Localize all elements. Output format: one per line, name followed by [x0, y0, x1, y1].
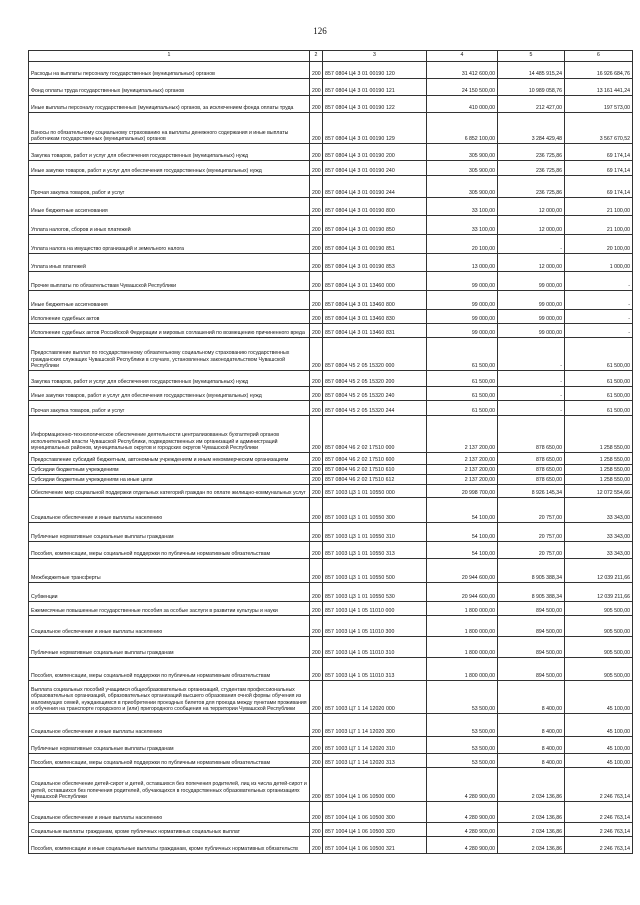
- row-c2-cell: 200: [310, 324, 323, 338]
- row-c2-cell: 200: [310, 235, 323, 254]
- row-c2-cell: 200: [310, 681, 323, 714]
- row-v6-cell: 69 174,14: [565, 144, 633, 161]
- row-c2-cell: 200: [310, 416, 323, 453]
- table-row: [29, 583, 633, 602]
- row-name-cell: Пособия, компенсации и иные социальные выплаты гражданам, кроме публичных нормативных обязательств: [29, 837, 310, 854]
- row-name-cell: Пособия, компенсации, меры социальной поддержки по публичным нормативным обязательствам: [29, 658, 310, 681]
- row-v4-cell: 1 800 000,00: [427, 616, 498, 637]
- row-v6-cell: 61 500,00: [565, 338, 633, 371]
- row-v5-cell: 2 034 136,86: [498, 823, 565, 837]
- row-c2-cell: 200: [310, 176, 323, 198]
- row-v5-cell: 8 400,00: [498, 714, 565, 737]
- row-name-cell: Предоставление субсидий бюджетным, автономным учреждениям и иным некоммерческим организациям: [29, 453, 310, 465]
- table-row: [29, 161, 633, 176]
- table-row: [29, 475, 633, 485]
- row-v5-cell: 894 500,00: [498, 616, 565, 637]
- row-v4-cell: 54 100,00: [427, 523, 498, 542]
- row-name-cell: Социальное обеспечение и иные выплаты населению: [29, 714, 310, 737]
- row-c2-cell: 200: [310, 272, 323, 291]
- row-code-cell: 857 0804 Ц4 3 01 13460 831: [323, 324, 427, 338]
- row-name-cell: Межбюджетные трансферты: [29, 559, 310, 583]
- row-v6-cell: 905 500,00: [565, 602, 633, 616]
- table-row: [29, 658, 633, 681]
- row-c2-cell: 200: [310, 602, 323, 616]
- row-v5-cell: 20 757,00: [498, 498, 565, 523]
- row-v4-cell: 53 500,00: [427, 714, 498, 737]
- row-v5-cell: 14 485 915,24: [498, 62, 565, 79]
- row-v6-cell: 1 258 550,00: [565, 475, 633, 485]
- row-c2-cell: 200: [310, 714, 323, 737]
- row-v4-cell: 1 800 000,00: [427, 637, 498, 658]
- row-v4-cell: 13 000,00: [427, 254, 498, 272]
- row-v5-cell: 2 034 136,86: [498, 802, 565, 823]
- row-c2-cell: 200: [310, 583, 323, 602]
- row-v6-cell: 2 246 763,14: [565, 768, 633, 802]
- row-code-cell: 857 1003 Ц3 1 01 10550 530: [323, 583, 427, 602]
- row-v6-cell: 12 072 554,66: [565, 485, 633, 498]
- header-cell: 5: [498, 51, 565, 62]
- row-v6-cell: 45 100,00: [565, 681, 633, 714]
- row-c2-cell: 200: [310, 475, 323, 485]
- row-code-cell: 857 0804 Ц4 3 01 00190 800: [323, 198, 427, 216]
- row-v4-cell: 61 500,00: [427, 371, 498, 387]
- row-v6-cell: 2 246 763,14: [565, 802, 633, 823]
- table-row: [29, 62, 633, 79]
- row-v5-cell: 99 000,00: [498, 310, 565, 324]
- table-row: [29, 272, 633, 291]
- row-v6-cell: 905 500,00: [565, 637, 633, 658]
- row-v4-cell: 33 100,00: [427, 216, 498, 235]
- row-v6-cell: 61 500,00: [565, 387, 633, 401]
- row-v4-cell: 54 100,00: [427, 498, 498, 523]
- row-name-cell: Субвенции: [29, 583, 310, 602]
- row-v4-cell: 20 998 700,00: [427, 485, 498, 498]
- table-row: [29, 371, 633, 387]
- row-v6-cell: 45 100,00: [565, 714, 633, 737]
- row-c2-cell: 200: [310, 485, 323, 498]
- row-code-cell: 857 0804 Ц4 3 01 00190 853: [323, 254, 427, 272]
- row-v6-cell: 45 100,00: [565, 754, 633, 768]
- row-c2-cell: 200: [310, 737, 323, 754]
- row-name-cell: Пособия, компенсации, меры социальной поддержки по публичным нормативным обязательствам: [29, 542, 310, 559]
- row-c2-cell: 200: [310, 453, 323, 465]
- table-row: [29, 802, 633, 823]
- row-v4-cell: 4 280 900,00: [427, 802, 498, 823]
- row-c2-cell: 200: [310, 62, 323, 79]
- row-v6-cell: 2 246 763,14: [565, 823, 633, 837]
- header-cell: 2: [310, 51, 323, 62]
- row-v5-cell: 12 000,00: [498, 198, 565, 216]
- row-c2-cell: 200: [310, 837, 323, 854]
- row-name-cell: Взносы по обязательному социальному страхованию на выплаты денежного содержания и иные выплаты работникам государственных (муниципальных) органов: [29, 113, 310, 144]
- table-row: [29, 737, 633, 754]
- row-v4-cell: 4 280 900,00: [427, 837, 498, 854]
- row-c2-cell: 200: [310, 465, 323, 475]
- row-v4-cell: 410 000,00: [427, 96, 498, 113]
- header-cell: 3: [323, 51, 427, 62]
- row-v6-cell: 1 258 550,00: [565, 465, 633, 475]
- row-name-cell: Иные выплаты персоналу государственных (муниципальных) органов, за исключением фонда оплаты труда: [29, 96, 310, 113]
- row-v4-cell: 61 500,00: [427, 401, 498, 416]
- row-v4-cell: 20 100,00: [427, 235, 498, 254]
- row-v6-cell: 197 573,00: [565, 96, 633, 113]
- row-code-cell: 857 0804 Ч6 2 02 17510 600: [323, 453, 427, 465]
- row-v4-cell: 4 280 900,00: [427, 768, 498, 802]
- table-header-row: [29, 51, 633, 62]
- header-cell: 6: [565, 51, 633, 62]
- table-row: [29, 637, 633, 658]
- row-v5-cell: 20 757,00: [498, 542, 565, 559]
- row-c2-cell: 200: [310, 79, 323, 96]
- row-c2-cell: 200: [310, 161, 323, 176]
- row-v5-cell: 878 650,00: [498, 416, 565, 453]
- row-code-cell: 857 1004 Ц4 1 06 10500 300: [323, 802, 427, 823]
- row-name-cell: Прочие выплаты по обязательствам Чувашской Республики: [29, 272, 310, 291]
- row-c2-cell: 200: [310, 802, 323, 823]
- budget-table: [28, 50, 633, 854]
- row-code-cell: 857 0804 Ц4 3 01 00190 129: [323, 113, 427, 144]
- table-row: [29, 198, 633, 216]
- row-v4-cell: 99 000,00: [427, 324, 498, 338]
- table-row: [29, 465, 633, 475]
- row-v4-cell: 61 500,00: [427, 387, 498, 401]
- row-v4-cell: 99 000,00: [427, 291, 498, 310]
- table-row: [29, 176, 633, 198]
- row-code-cell: 857 0804 Ц4 3 01 00190 240: [323, 161, 427, 176]
- row-v5-cell: 8 905 388,34: [498, 559, 565, 583]
- row-v6-cell: 33 343,00: [565, 523, 633, 542]
- row-name-cell: Уплата налога на имущество организаций и земельного налога: [29, 235, 310, 254]
- row-v5-cell: 10 989 058,76: [498, 79, 565, 96]
- row-c2-cell: 200: [310, 371, 323, 387]
- row-v5-cell: 3 284 429,48: [498, 113, 565, 144]
- table-row: [29, 616, 633, 637]
- row-c2-cell: 200: [310, 559, 323, 583]
- row-v5-cell: 894 500,00: [498, 602, 565, 616]
- row-name-cell: Ежемесячные повышенные государственные пособия за особые заслуги в развитии культуры и науки: [29, 602, 310, 616]
- row-code-cell: 857 0804 Ч6 2 02 17510 000: [323, 416, 427, 453]
- row-v5-cell: 8 400,00: [498, 737, 565, 754]
- row-c2-cell: 200: [310, 254, 323, 272]
- row-code-cell: 857 1003 Ц7 1 14 12020 300: [323, 714, 427, 737]
- row-v6-cell: 33 343,00: [565, 542, 633, 559]
- row-c2-cell: 200: [310, 310, 323, 324]
- row-code-cell: 857 1003 Ц4 1 05 11010 000: [323, 602, 427, 616]
- table-row: [29, 498, 633, 523]
- row-v4-cell: 54 100,00: [427, 542, 498, 559]
- table-row: [29, 216, 633, 235]
- table-row: [29, 542, 633, 559]
- row-name-cell: Уплата иных платежей: [29, 254, 310, 272]
- row-v6-cell: 905 500,00: [565, 658, 633, 681]
- table-row: [29, 96, 633, 113]
- row-v4-cell: 4 280 900,00: [427, 823, 498, 837]
- row-name-cell: Фонд оплаты труда государственных (муниципальных) органов: [29, 79, 310, 96]
- row-code-cell: 857 0804 Ц4 3 01 13460 800: [323, 291, 427, 310]
- row-v4-cell: 61 500,00: [427, 338, 498, 371]
- row-v4-cell: 2 137 200,00: [427, 416, 498, 453]
- row-code-cell: 857 0804 Ц4 3 01 00190 851: [323, 235, 427, 254]
- row-v5-cell: 878 650,00: [498, 453, 565, 465]
- row-v5-cell: 8 926 145,34: [498, 485, 565, 498]
- table-row: [29, 768, 633, 802]
- row-v5-cell: -: [498, 387, 565, 401]
- row-c2-cell: 200: [310, 542, 323, 559]
- row-name-cell: Исполнение судебных актов: [29, 310, 310, 324]
- row-v6-cell: 12 039 211,66: [565, 559, 633, 583]
- table-row: [29, 310, 633, 324]
- row-v4-cell: 2 137 200,00: [427, 453, 498, 465]
- row-v6-cell: 69 174,14: [565, 176, 633, 198]
- row-v5-cell: 236 725,86: [498, 161, 565, 176]
- table-row: [29, 291, 633, 310]
- row-v5-cell: 12 000,00: [498, 254, 565, 272]
- row-name-cell: Социальное обеспечение и иные выплаты населению: [29, 498, 310, 523]
- row-code-cell: 857 1003 Ц7 1 14 12020 310: [323, 737, 427, 754]
- row-c2-cell: 200: [310, 768, 323, 802]
- row-name-cell: Закупка товаров, работ и услуг для обеспечения государственных (муниципальных) нужд: [29, 144, 310, 161]
- row-name-cell: Публичные нормативные социальные выплаты гражданам: [29, 737, 310, 754]
- row-v6-cell: 20 100,00: [565, 235, 633, 254]
- row-v6-cell: 45 100,00: [565, 737, 633, 754]
- row-v4-cell: 20 944 600,00: [427, 559, 498, 583]
- row-v5-cell: 8 400,00: [498, 681, 565, 714]
- row-v5-cell: 99 000,00: [498, 324, 565, 338]
- row-code-cell: 857 1003 Ц3 1 01 10550 000: [323, 485, 427, 498]
- row-v6-cell: 21 100,00: [565, 198, 633, 216]
- row-v5-cell: 2 034 136,86: [498, 837, 565, 854]
- row-v6-cell: 1 258 550,00: [565, 416, 633, 453]
- row-c2-cell: 200: [310, 387, 323, 401]
- table-row: [29, 387, 633, 401]
- row-v6-cell: 3 567 670,52: [565, 113, 633, 144]
- row-name-cell: Иные закупки товаров, работ и услуг для обеспечения государственных (муниципальных) нужд: [29, 161, 310, 176]
- table-row: [29, 338, 633, 371]
- table-row: [29, 144, 633, 161]
- table-row: [29, 254, 633, 272]
- row-v4-cell: 53 500,00: [427, 681, 498, 714]
- table-row: [29, 602, 633, 616]
- row-code-cell: 857 0804 Ч5 2 05 15320 200: [323, 371, 427, 387]
- row-code-cell: 857 1004 Ц4 1 06 10500 320: [323, 823, 427, 837]
- row-name-cell: Социальное обеспечение детей-сирот и детей, оставшихся без попечения родителей, лиц из числа детей-сирот и детей, оставшихся без попечения родителей, обучающихся в государственных образовательных организациях Чувашской Республики: [29, 768, 310, 802]
- row-v4-cell: 1 800 000,00: [427, 658, 498, 681]
- row-v6-cell: -: [565, 272, 633, 291]
- row-c2-cell: 200: [310, 96, 323, 113]
- row-name-cell: Публичные нормативные социальные выплаты гражданам: [29, 637, 310, 658]
- table-row: [29, 559, 633, 583]
- row-name-cell: Иные бюджетные ассигнования: [29, 198, 310, 216]
- table-row: [29, 754, 633, 768]
- row-v5-cell: 99 000,00: [498, 272, 565, 291]
- row-name-cell: Прочая закупка товаров, работ и услуг: [29, 176, 310, 198]
- row-code-cell: 857 0804 Ц4 3 01 00190 850: [323, 216, 427, 235]
- row-v6-cell: 69 174,14: [565, 161, 633, 176]
- row-name-cell: Исполнение судебных актов Российской Федерации и мировых соглашений по возмещению причиненного вреда: [29, 324, 310, 338]
- row-v6-cell: 16 926 684,76: [565, 62, 633, 79]
- row-v5-cell: -: [498, 338, 565, 371]
- row-code-cell: 857 1003 Ц4 1 05 11010 313: [323, 658, 427, 681]
- row-v4-cell: 305 900,00: [427, 161, 498, 176]
- row-v5-cell: 8 400,00: [498, 754, 565, 768]
- row-v4-cell: 24 150 500,00: [427, 79, 498, 96]
- row-v6-cell: 61 500,00: [565, 371, 633, 387]
- row-name-cell: Обеспечение мер социальной поддержки отдельных категорий граждан по оплате жилищно-коммунальных услуг: [29, 485, 310, 498]
- row-v6-cell: -: [565, 324, 633, 338]
- row-name-cell: Социальное обеспечение и иные выплаты населению: [29, 802, 310, 823]
- row-name-cell: Закупка товаров, работ и услуг для обеспечения государственных (муниципальных) нужд: [29, 371, 310, 387]
- row-v5-cell: 8 905 388,34: [498, 583, 565, 602]
- header-cell: 4: [427, 51, 498, 62]
- row-c2-cell: 200: [310, 498, 323, 523]
- row-name-cell: Субсидии бюджетным учреждениям: [29, 465, 310, 475]
- row-c2-cell: 200: [310, 658, 323, 681]
- row-v4-cell: 305 900,00: [427, 176, 498, 198]
- table-row: [29, 324, 633, 338]
- row-v6-cell: -: [565, 310, 633, 324]
- row-v6-cell: 33 343,00: [565, 498, 633, 523]
- row-c2-cell: 200: [310, 198, 323, 216]
- row-v5-cell: 894 500,00: [498, 658, 565, 681]
- row-v4-cell: 33 100,00: [427, 198, 498, 216]
- row-name-cell: Иные закупки товаров, работ и услуг для обеспечения государственных (муниципальных) нужд: [29, 387, 310, 401]
- row-v5-cell: 2 034 136,86: [498, 768, 565, 802]
- row-v6-cell: 1 258 550,00: [565, 453, 633, 465]
- page-number: 126: [313, 26, 327, 36]
- row-c2-cell: 200: [310, 216, 323, 235]
- row-c2-cell: 200: [310, 823, 323, 837]
- row-v4-cell: 1 800 000,00: [427, 602, 498, 616]
- row-name-cell: Социальное обеспечение и иные выплаты населению: [29, 616, 310, 637]
- row-v4-cell: 53 500,00: [427, 737, 498, 754]
- row-code-cell: 857 1003 Ц7 1 14 12020 313: [323, 754, 427, 768]
- row-v4-cell: 305 900,00: [427, 144, 498, 161]
- row-v4-cell: 31 412 600,00: [427, 62, 498, 79]
- row-v4-cell: 99 000,00: [427, 272, 498, 291]
- row-v6-cell: 12 039 211,66: [565, 583, 633, 602]
- row-code-cell: 857 1003 Ц3 1 01 10550 310: [323, 523, 427, 542]
- row-v4-cell: 99 000,00: [427, 310, 498, 324]
- table-row: [29, 714, 633, 737]
- row-v5-cell: 212 427,00: [498, 96, 565, 113]
- row-code-cell: 857 1003 Ц4 1 05 11010 300: [323, 616, 427, 637]
- row-c2-cell: 200: [310, 338, 323, 371]
- row-v5-cell: 20 757,00: [498, 523, 565, 542]
- table-row: [29, 681, 633, 714]
- row-code-cell: 857 0804 Ц4 3 01 00190 200: [323, 144, 427, 161]
- row-c2-cell: 200: [310, 523, 323, 542]
- table-row: [29, 837, 633, 854]
- row-c2-cell: 200: [310, 637, 323, 658]
- row-code-cell: 857 0804 Ц4 3 01 00190 120: [323, 62, 427, 79]
- row-v5-cell: 878 650,00: [498, 475, 565, 485]
- table-row: [29, 416, 633, 453]
- row-v6-cell: 61 500,00: [565, 401, 633, 416]
- row-v6-cell: 13 161 441,24: [565, 79, 633, 96]
- row-v6-cell: 905 500,00: [565, 616, 633, 637]
- table-row: [29, 401, 633, 416]
- row-code-cell: 857 1003 Ц3 1 01 10550 500: [323, 559, 427, 583]
- header-cell: 1: [29, 51, 310, 62]
- row-code-cell: 857 0804 Ч5 2 05 15320 000: [323, 338, 427, 371]
- row-v6-cell: 2 246 763,14: [565, 837, 633, 854]
- row-code-cell: 857 1004 Ц4 1 06 10500 321: [323, 837, 427, 854]
- row-name-cell: Выплата социальных пособий учащимся общеобразовательных организаций, студентам профессиональных образовательных организаций, образовательных организаций высшего образования очной формы обучения из малоимущих семей, нуждающимся в приобретении проездных билетов для проезда между пунктами проживания и обучения на транспорте городского и (или) пригородного сообщения на территории Чувашской Республики: [29, 681, 310, 714]
- row-code-cell: 857 1003 Ц7 1 14 12020 000: [323, 681, 427, 714]
- row-name-cell: Иные бюджетные ассигнования: [29, 291, 310, 310]
- row-name-cell: Социальные выплаты гражданам, кроме публичных нормативных социальных выплат: [29, 823, 310, 837]
- row-code-cell: 857 0804 Ч6 2 02 17510 610: [323, 465, 427, 475]
- row-v5-cell: 236 725,86: [498, 144, 565, 161]
- table-row: [29, 485, 633, 498]
- table-row: [29, 79, 633, 96]
- row-c2-cell: 200: [310, 401, 323, 416]
- row-code-cell: 857 0804 Ч5 2 05 15320 240: [323, 387, 427, 401]
- row-name-cell: Субсидии бюджетным учреждениям на иные цели: [29, 475, 310, 485]
- row-v5-cell: -: [498, 401, 565, 416]
- table-row: [29, 235, 633, 254]
- row-v6-cell: 1 000,00: [565, 254, 633, 272]
- row-c2-cell: 200: [310, 291, 323, 310]
- row-code-cell: 857 0804 Ц4 3 01 00190 244: [323, 176, 427, 198]
- row-v4-cell: 20 944 600,00: [427, 583, 498, 602]
- row-v5-cell: 12 000,00: [498, 216, 565, 235]
- row-v4-cell: 6 852 100,00: [427, 113, 498, 144]
- row-name-cell: Пособия, компенсации, меры социальной поддержки по публичным нормативным обязательствам: [29, 754, 310, 768]
- row-name-cell: Публичные нормативные социальные выплаты гражданам: [29, 523, 310, 542]
- row-v5-cell: 894 500,00: [498, 637, 565, 658]
- row-name-cell: Предоставление выплат по государственному обязательному социальному страхованию государственных гражданских служащих Чувашской Республики в случаях, установленных законодательством Чувашской Республики: [29, 338, 310, 371]
- row-c2-cell: 200: [310, 754, 323, 768]
- row-v6-cell: 21 100,00: [565, 216, 633, 235]
- row-v5-cell: 878 650,00: [498, 465, 565, 475]
- row-code-cell: 857 1003 Ц4 1 05 11010 310: [323, 637, 427, 658]
- table-row: [29, 453, 633, 465]
- row-name-cell: Расходы на выплаты персоналу государственных (муниципальных) органов: [29, 62, 310, 79]
- row-code-cell: 857 1003 Ц3 1 01 10550 313: [323, 542, 427, 559]
- row-name-cell: Информационно-технологическое обеспечение деятельности централизованных бухгалтерий органов исполнительной власти Чувашской Республики, подведомственных им организаций и администраций муниципальных районов, муниципальных округов и городских округов Чувашской Республики: [29, 416, 310, 453]
- row-code-cell: 857 0804 Ч5 2 05 15320 244: [323, 401, 427, 416]
- row-code-cell: 857 0804 Ч6 2 02 17510 612: [323, 475, 427, 485]
- row-v5-cell: -: [498, 235, 565, 254]
- table-row: [29, 523, 633, 542]
- row-v6-cell: -: [565, 291, 633, 310]
- row-v4-cell: 2 137 200,00: [427, 465, 498, 475]
- row-v5-cell: 99 000,00: [498, 291, 565, 310]
- row-code-cell: 857 0804 Ц4 3 01 00190 122: [323, 96, 427, 113]
- row-name-cell: Уплата налогов, сборов и иных платежей: [29, 216, 310, 235]
- table-row: [29, 823, 633, 837]
- row-code-cell: 857 0804 Ц4 3 01 00190 121: [323, 79, 427, 96]
- row-c2-cell: 200: [310, 144, 323, 161]
- row-code-cell: 857 1003 Ц3 1 01 10550 300: [323, 498, 427, 523]
- row-v4-cell: 2 137 200,00: [427, 475, 498, 485]
- table-row: [29, 113, 633, 144]
- row-code-cell: 857 0804 Ц4 3 01 13460 830: [323, 310, 427, 324]
- row-v5-cell: -: [498, 371, 565, 387]
- row-code-cell: 857 0804 Ц4 3 01 13460 000: [323, 272, 427, 291]
- row-c2-cell: 200: [310, 113, 323, 144]
- row-code-cell: 857 1004 Ц4 1 06 10500 000: [323, 768, 427, 802]
- row-v5-cell: 236 725,86: [498, 176, 565, 198]
- row-c2-cell: 200: [310, 616, 323, 637]
- row-name-cell: Прочая закупка товаров, работ и услуг: [29, 401, 310, 416]
- row-v4-cell: 53 500,00: [427, 754, 498, 768]
